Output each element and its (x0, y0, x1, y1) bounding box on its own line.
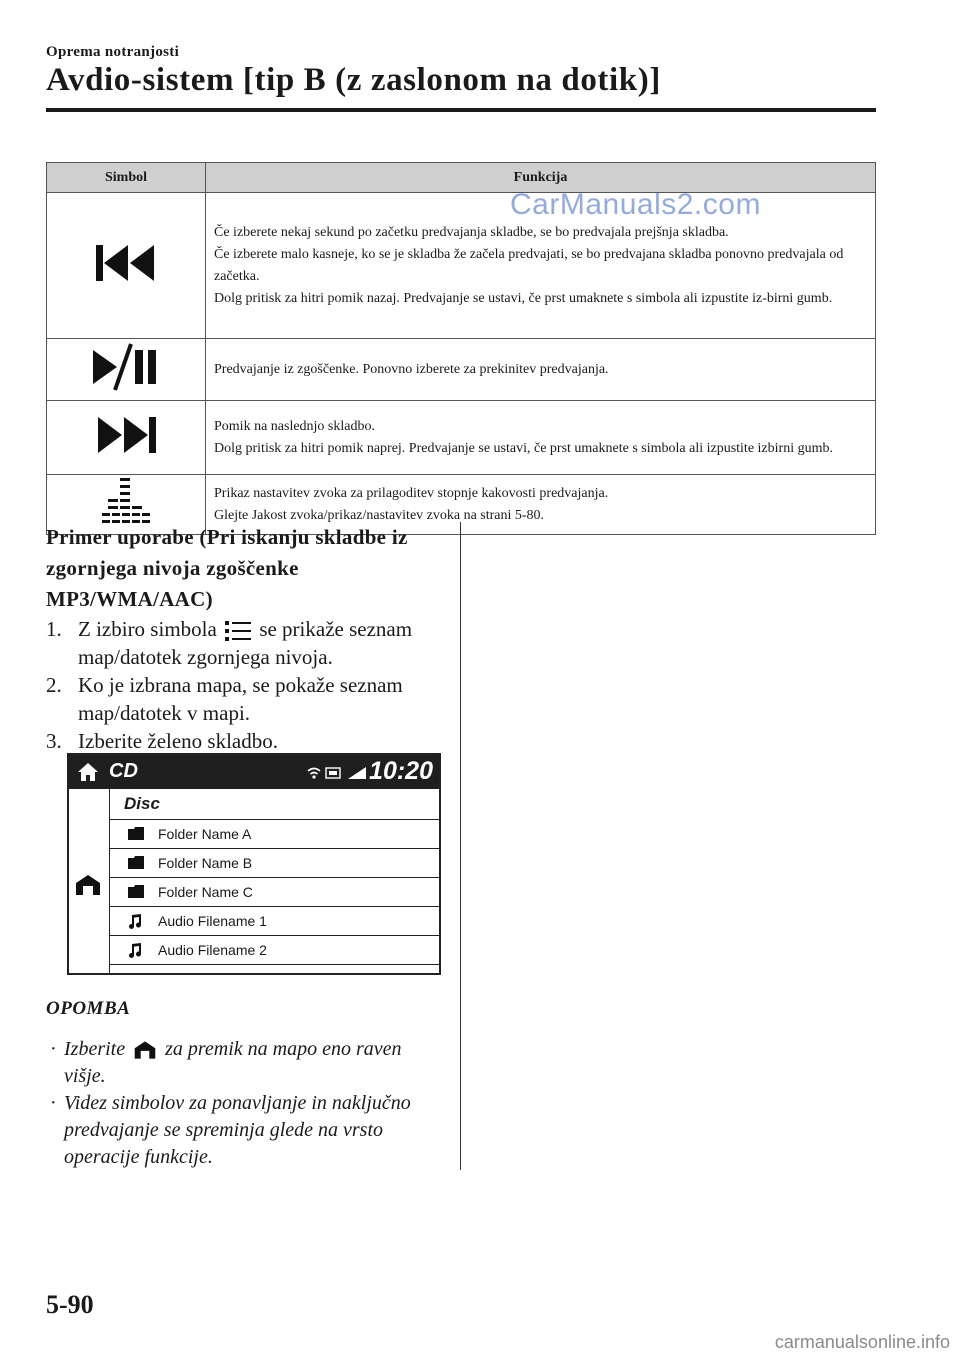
example-heading: Primer uporabe (Pri iskanju skladbe iz zgornjega nivoja zgoščenke MP3/WMA/AAC) (46, 525, 408, 611)
footer-site: carmanualsonline.info (774, 1332, 950, 1352)
equalizer-icon (98, 476, 154, 528)
page-number: 5-90 (46, 1290, 94, 1319)
function-text: Če izberete nekaj sekund po začetku predvajanja skladbe, se bo predvajala prejšnja skladba. (214, 224, 729, 240)
list-item[interactable] (110, 849, 439, 878)
status-icons (307, 766, 366, 784)
step-number: 3. (46, 729, 62, 753)
column-header-function: Funkcija (206, 163, 876, 193)
list-item-label: Audio Filename 2 (158, 942, 267, 958)
step-text: Izberite želeno skladbo. (78, 729, 278, 753)
list-item[interactable] (110, 936, 439, 965)
list-item-label: Folder Name B (158, 855, 253, 871)
note-text: za premik na mapo eno raven višje. (64, 1038, 402, 1087)
screen-status-bar (69, 755, 439, 789)
function-text: Predvajanje iz zgoščenke. Ponovno izberete za prekinitev predvajanja. (214, 361, 609, 377)
music-note-icon (128, 943, 142, 958)
folder-icon (128, 885, 144, 898)
function-text: Dolg pritisk za hitri pomik nazaj. Predvajanje se ustavi, če prst umaknete s simbola ali izpustite iz-birni gumb. (214, 290, 833, 306)
list-item[interactable] (110, 820, 439, 849)
step-number: 2. (46, 673, 62, 697)
watermark: CarManuals2.com (510, 188, 761, 221)
step-text: Ko je izbrana mapa, se pokaže seznam map/datotek v mapi. (78, 673, 403, 725)
column-divider (460, 522, 461, 1170)
signal-icon (348, 767, 366, 779)
function-text: Pomik na naslednjo skladbo. (214, 418, 375, 434)
folder-up-icon[interactable] (74, 873, 102, 897)
music-note-icon (128, 914, 142, 929)
previous-track-icon (94, 243, 158, 283)
list-item (46, 727, 446, 755)
clock: 10:20 (369, 757, 433, 785)
list-item-label: Folder Name A (158, 826, 252, 842)
home-icon (77, 762, 99, 782)
page-title: Avdio-sistem [tip B (z zaslonom na dotik)] (46, 62, 661, 98)
steps-list (46, 615, 446, 755)
list-item (46, 1090, 446, 1171)
next-track-icon (94, 415, 158, 455)
bullet: · (50, 1092, 57, 1114)
list-item (46, 671, 446, 727)
folder-up-icon (133, 1039, 157, 1061)
note-title: OPOMBA (46, 998, 131, 1019)
bullet: · (50, 1038, 57, 1060)
list-item-label: Folder Name C (158, 884, 253, 900)
wifi-icon (307, 767, 321, 779)
screen-sidebar (69, 789, 110, 973)
notes-list (46, 1036, 446, 1171)
step-number: 1. (46, 617, 62, 641)
screen-illustration (67, 753, 441, 975)
phone-icon (325, 767, 343, 779)
function-text: Prikaz nastavitev zvoka za prilagoditev stopnje kakovosti predvajanja. (214, 485, 609, 501)
list-title: Disc (110, 789, 439, 820)
table-row (47, 401, 876, 475)
folder-icon (128, 827, 144, 840)
play-pause-icon (91, 342, 161, 392)
table-row (47, 339, 876, 401)
section-label: Oprema notranjosti (46, 44, 180, 60)
function-text: Dolg pritisk za hitri pomik naprej. Predvajanje se ustavi, če prst umaknete s simbola ali izpustite izbirni gumb. (214, 440, 833, 456)
list-item[interactable] (110, 878, 439, 907)
function-text: Če izberete malo kasneje, ko se je skladba že začela predvajati, se bo predvajana skladba ponovno predvajala od začetka. (214, 246, 844, 284)
list-item (46, 615, 446, 671)
list-item (46, 1036, 446, 1090)
list-icon (225, 620, 251, 642)
step-text: Z izbiro simbola (78, 617, 217, 641)
audio-source: CD (109, 760, 138, 782)
function-text: Glejte Jakost zvoka/prikaz/nastavitev zvoka na strani 5-80. (214, 507, 545, 523)
title-divider (46, 108, 876, 112)
note-text: Izberite (64, 1038, 126, 1060)
column-header-symbol: Simbol (47, 163, 206, 193)
step-text: se prikaže seznam map/datotek zgornjega nivoja. (78, 617, 413, 669)
list-item-label: Audio Filename 1 (158, 913, 267, 929)
file-list (110, 789, 439, 965)
list-item[interactable] (110, 907, 439, 936)
folder-icon (128, 856, 144, 869)
note-text: Videz simbolov za ponavljanje in naključno predvajanje se spreminja glede na vrsto operacije funkcije. (64, 1092, 411, 1168)
